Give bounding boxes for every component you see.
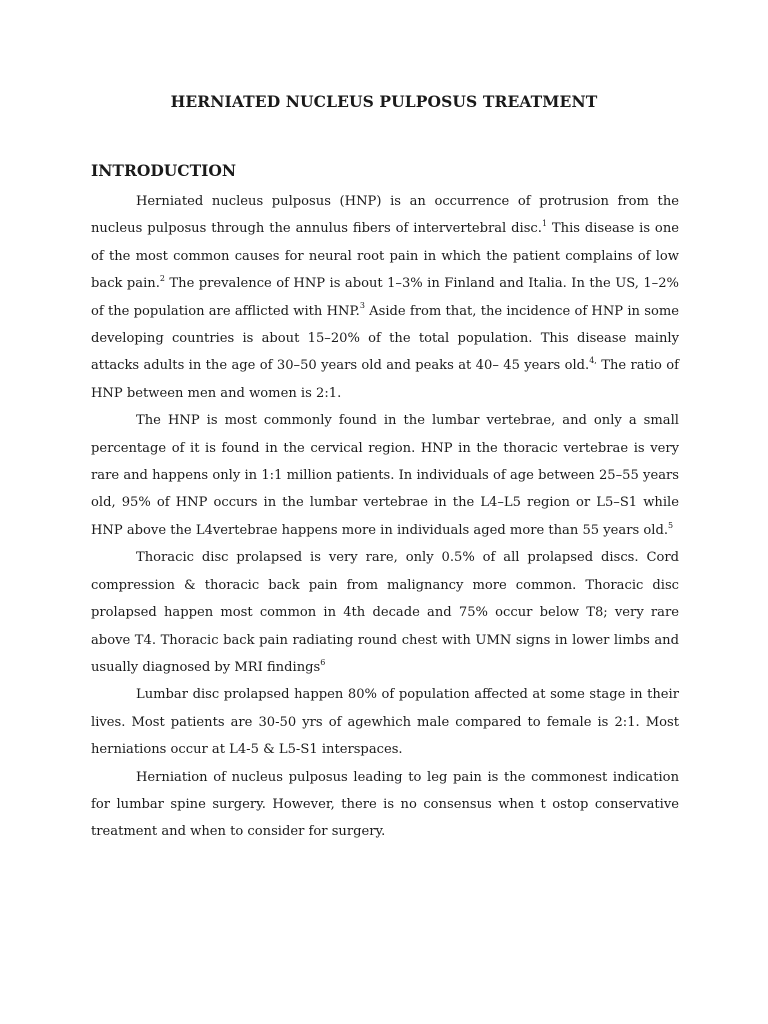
paragraph-1-text-1: Herniated nucleus pulposus (HNP) is an occurrence of protrusion from the nucleus pulposus through the annulus fibers of intervertebral disc. — [91, 194, 679, 237]
paragraph-4 — [91, 681, 679, 763]
paragraph-1-text-3: The prevalence of HNP is about 1–3% in Finland and Italia. In the US, 1–2% of the population are afflicted with HNP. — [91, 276, 679, 319]
paragraph-3 — [91, 544, 679, 681]
document-body — [91, 188, 679, 846]
citation-6: 6 — [320, 657, 326, 667]
citation-1: 1 — [541, 219, 548, 229]
paragraph-1-text-4: Aside from that, the incidence of HNP in some developing countries is about 15–20% of the total population. This disease mainly attacks adults in the age of 30–50 years old and peaks at 40– 45 years old. — [91, 303, 679, 374]
paragraph-4-text-1: Lumbar disc prolapsed happen 80% of population affected at some stage in their lives. Most patients are 30-50 yrs of agewhich male compared to female is 2:1. Most herniations occur at L4-5 & L5-S1 interspaces. — [91, 687, 679, 758]
paragraph-1-text-2: This disease is one of the most common causes for neural root pain in which the patient complains of low back pain. — [91, 221, 680, 292]
paragraph-3-text-1: Thoracic disc prolapsed is very rare, only 0.5% of all prolapsed discs. Cord compression & thoracic back pain from malignancy more common. Thoracic disc prolapsed happen most common in 4th decade and 75% occur below T8; very rare above T4. Thoracic back pain radiating round chest with UMN signs in lower limbs and usually diagnosed by MRI findings — [91, 550, 679, 675]
document-title: HERNIATED NUCLEUS PULPOSUS TREATMENT — [170, 92, 598, 111]
paragraph-1 — [91, 188, 679, 407]
paragraph-5 — [91, 764, 679, 846]
citation-2: 2 — [159, 273, 165, 283]
section-heading-introduction: INTRODUCTION — [91, 161, 237, 180]
citation-4: 4, — [589, 356, 597, 366]
paragraph-5-text-1: Herniation of nucleus pulposus leading to leg pain is the commonest indication for lumbar spine surgery. However, there is no consensus when t ostop conservative treatment and when to consider for surgery. — [91, 769, 679, 840]
citation-5: 5 — [668, 520, 674, 530]
paragraph-2 — [91, 407, 679, 544]
citation-3: 3 — [359, 301, 365, 311]
paragraph-1-text-5: The ratio of HNP between men and women is 2:1. — [91, 358, 680, 401]
paragraph-2-text-1: The HNP is most commonly found in the lumbar vertebrae, and only a small percentage of it is found in the cervical region. HNP in the thoracic vertebrae is very rare and happens only in 1:1 million patients. In individuals of age between 25–55 years old, 95% of HNP occurs in the lumbar vertebrae in the L4–L5 region or L5–S1 while HNP above the L4vertebrae happens more in individuals aged more than 55 years old. — [91, 413, 679, 538]
